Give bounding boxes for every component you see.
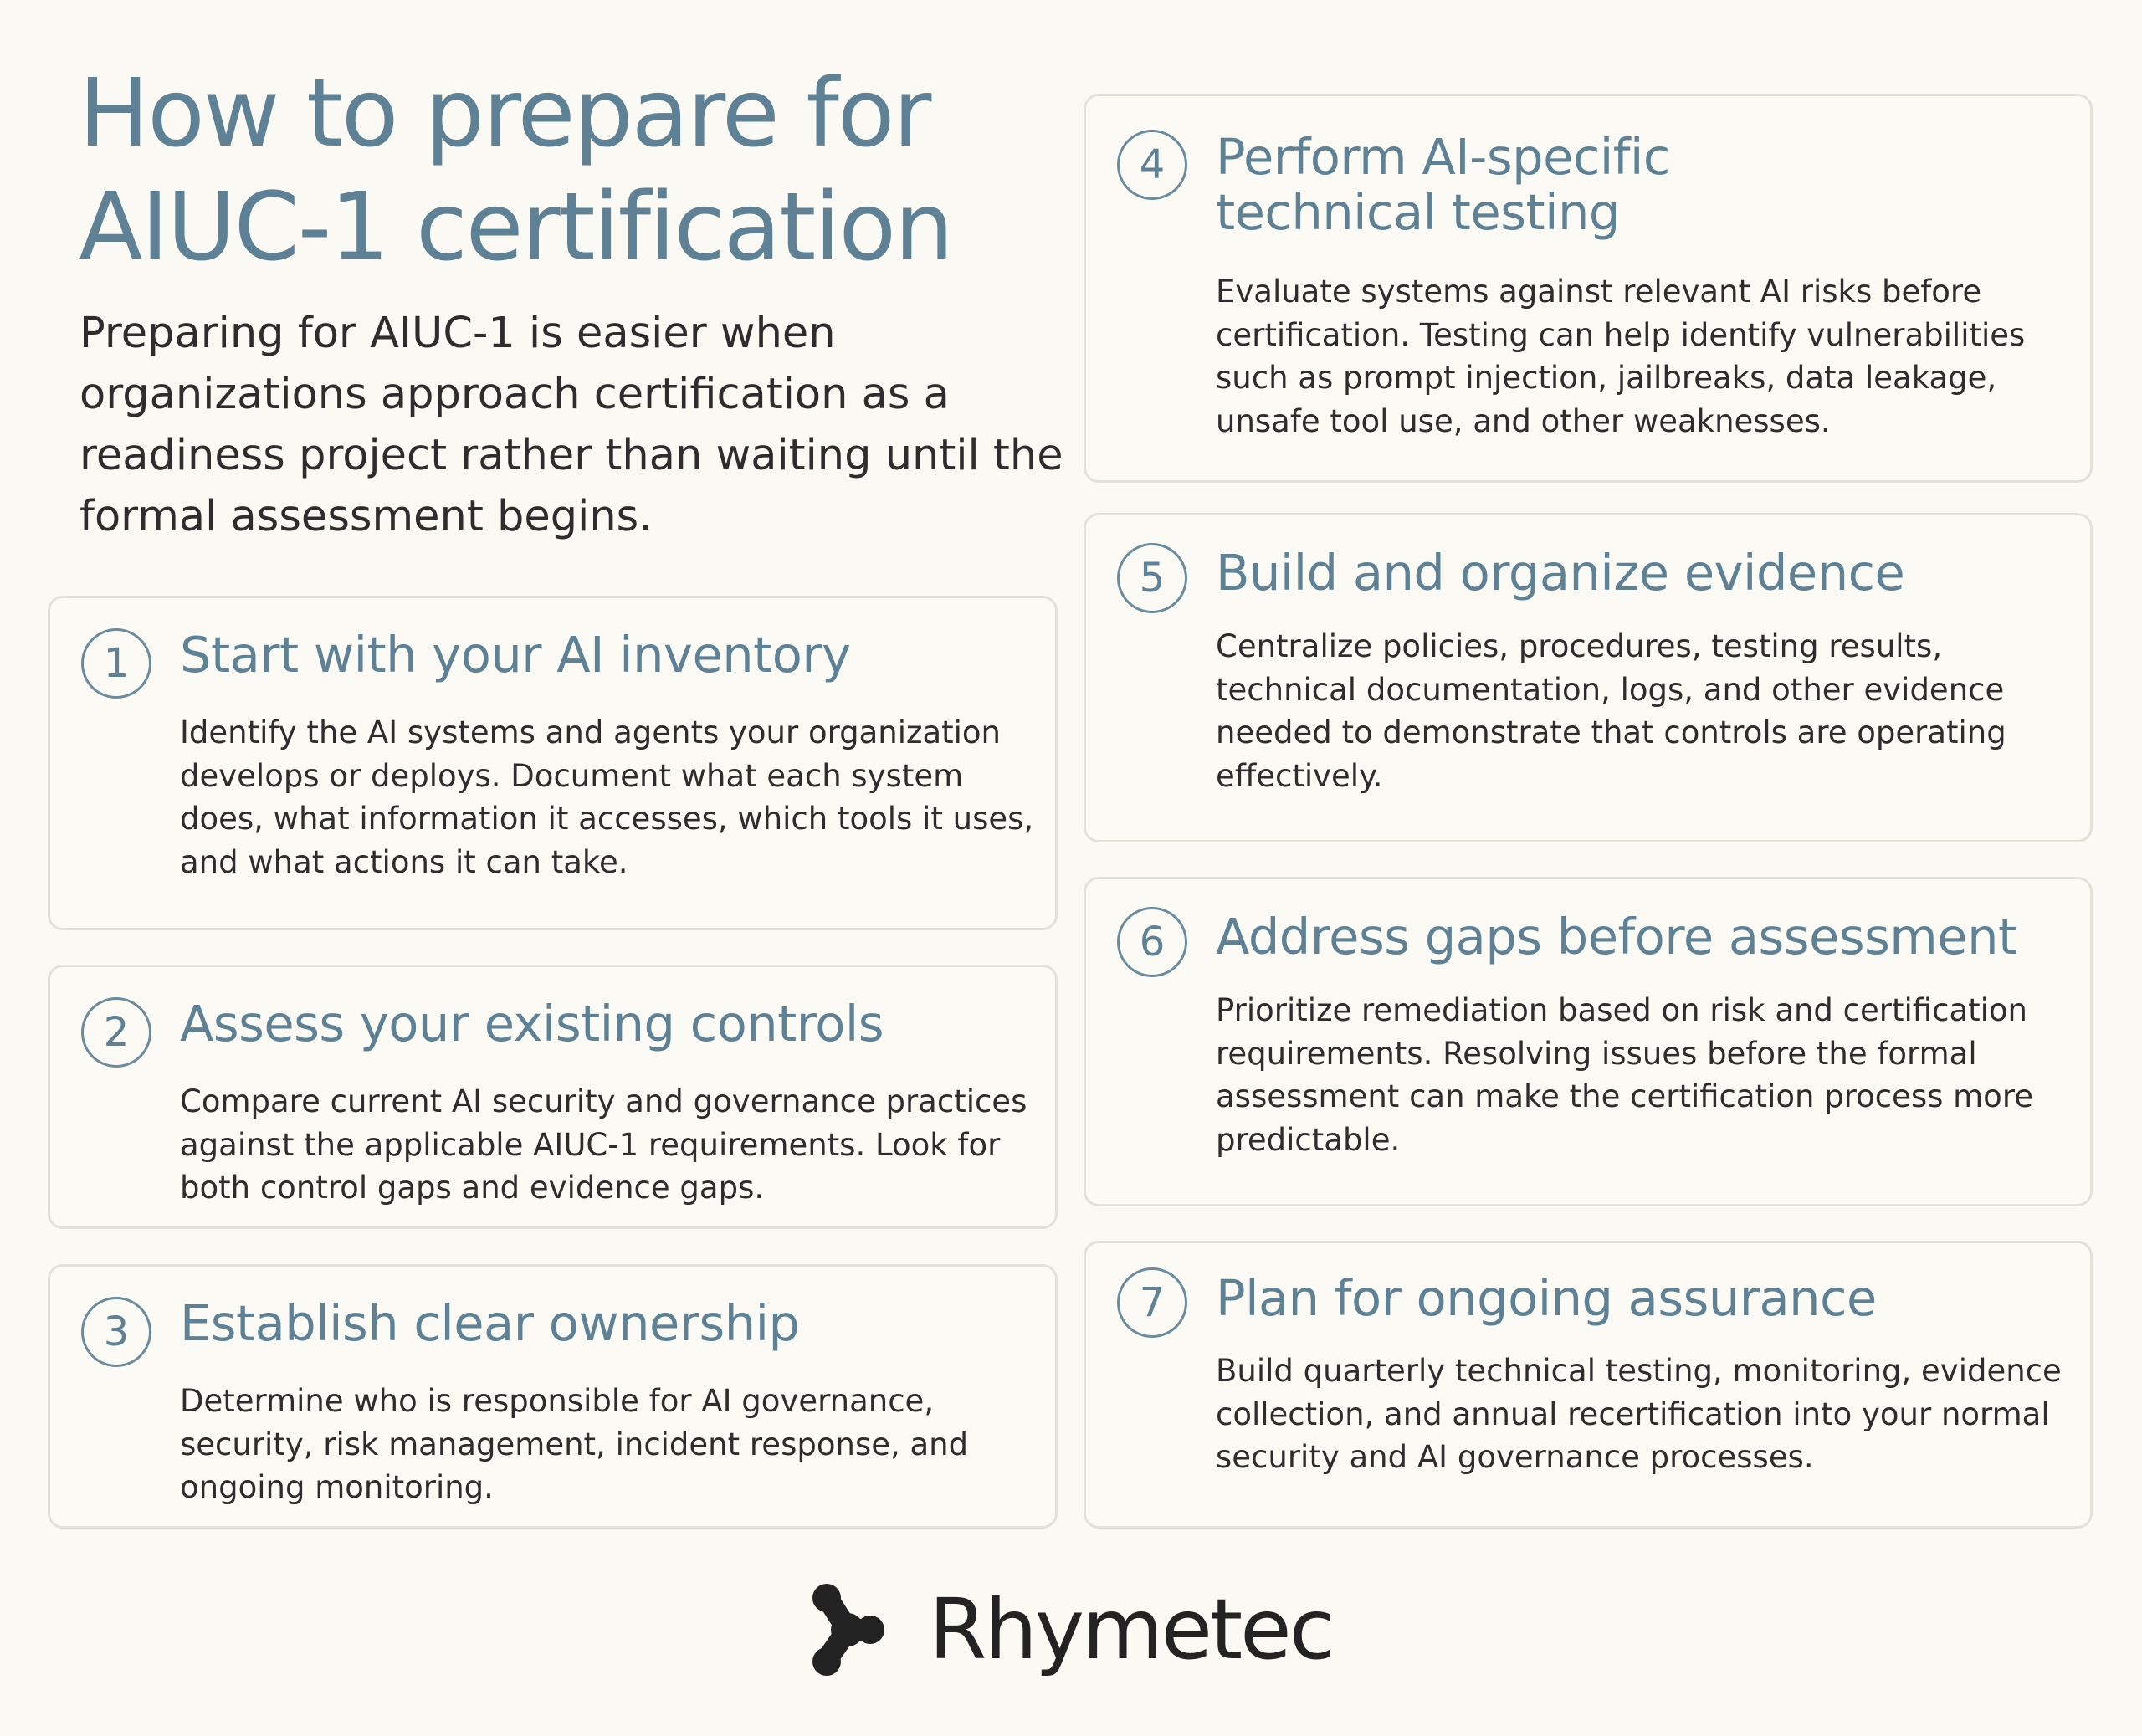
step-description: Centralize policies, procedures, testing results, technical documentation, logs, and other evidence needed to demonstrate that controls are operating effectively. <box>1216 628 2006 794</box>
step-number-badge: 4 <box>1117 130 1187 200</box>
step-number-badge: 5 <box>1117 543 1187 613</box>
step-title: Address gaps before assessment <box>1216 908 2017 965</box>
step-card-5 <box>1084 513 2093 842</box>
step-description: Build quarterly technical testing, monitoring, evidence collection, and annual recertification into your normal security and AI governance processes. <box>1216 1353 2062 1475</box>
step-card-4 <box>1084 94 2093 483</box>
step-number-badge: 2 <box>81 997 151 1068</box>
step-title: Establish clear ownership <box>180 1294 800 1352</box>
step-description: Compare current AI security and governance practices against the applicable AIUC-1 requirements. Look for both control gaps and evidence gaps. <box>180 1083 1027 1206</box>
step-title: Start with your AI inventory <box>180 626 851 684</box>
step-card-7 <box>1084 1241 2093 1529</box>
step-number-badge: 3 <box>81 1297 151 1367</box>
step-title: Assess your existing controls <box>180 995 884 1052</box>
step-number-badge: 1 <box>81 628 151 699</box>
step-card-6 <box>1084 877 2093 1206</box>
step-card-1 <box>48 596 1058 930</box>
step-card-3 <box>48 1264 1058 1529</box>
step-number-badge: 6 <box>1117 907 1187 977</box>
step-title: Perform AI-specific technical testing <box>1216 128 1670 241</box>
brand-wordmark: Rhymetec <box>929 1580 1333 1678</box>
step-description: Evaluate systems against relevant AI risks before certification. Testing can help identify vulnerabilities such as prompt injection, jailbreaks, data leakage, unsafe tool use, and other weaknesses. <box>1216 274 2026 439</box>
step-title: Plan for ongoing assurance <box>1216 1269 1877 1327</box>
molecule-logo-icon <box>810 1583 885 1677</box>
step-number-badge: 7 <box>1117 1267 1187 1338</box>
step-title: Build and organize evidence <box>1216 544 1905 602</box>
step-description: Identify the AI systems and agents your organization develops or deploys. Document what each system does, what information it accesses, which tools it uses, and what actions it can take. <box>180 714 1034 880</box>
brand-logo <box>810 1580 1337 1683</box>
step-card-2 <box>48 965 1058 1229</box>
page-title: How to prepare for AIUC-1 certification <box>79 59 952 282</box>
step-description: Determine who is responsible for AI governance, security, risk management, incident response, and ongoing monitoring. <box>180 1383 969 1505</box>
step-description: Prioritize remediation based on risk and certification requirements. Resolving issues before the formal assessment can make the certification process more predictable. <box>1216 992 2033 1158</box>
intro-paragraph: Preparing for AIUC-1 is easier when organizations approach certification as a readiness project rather than waiting until the formal assessment begins. <box>79 309 1063 541</box>
